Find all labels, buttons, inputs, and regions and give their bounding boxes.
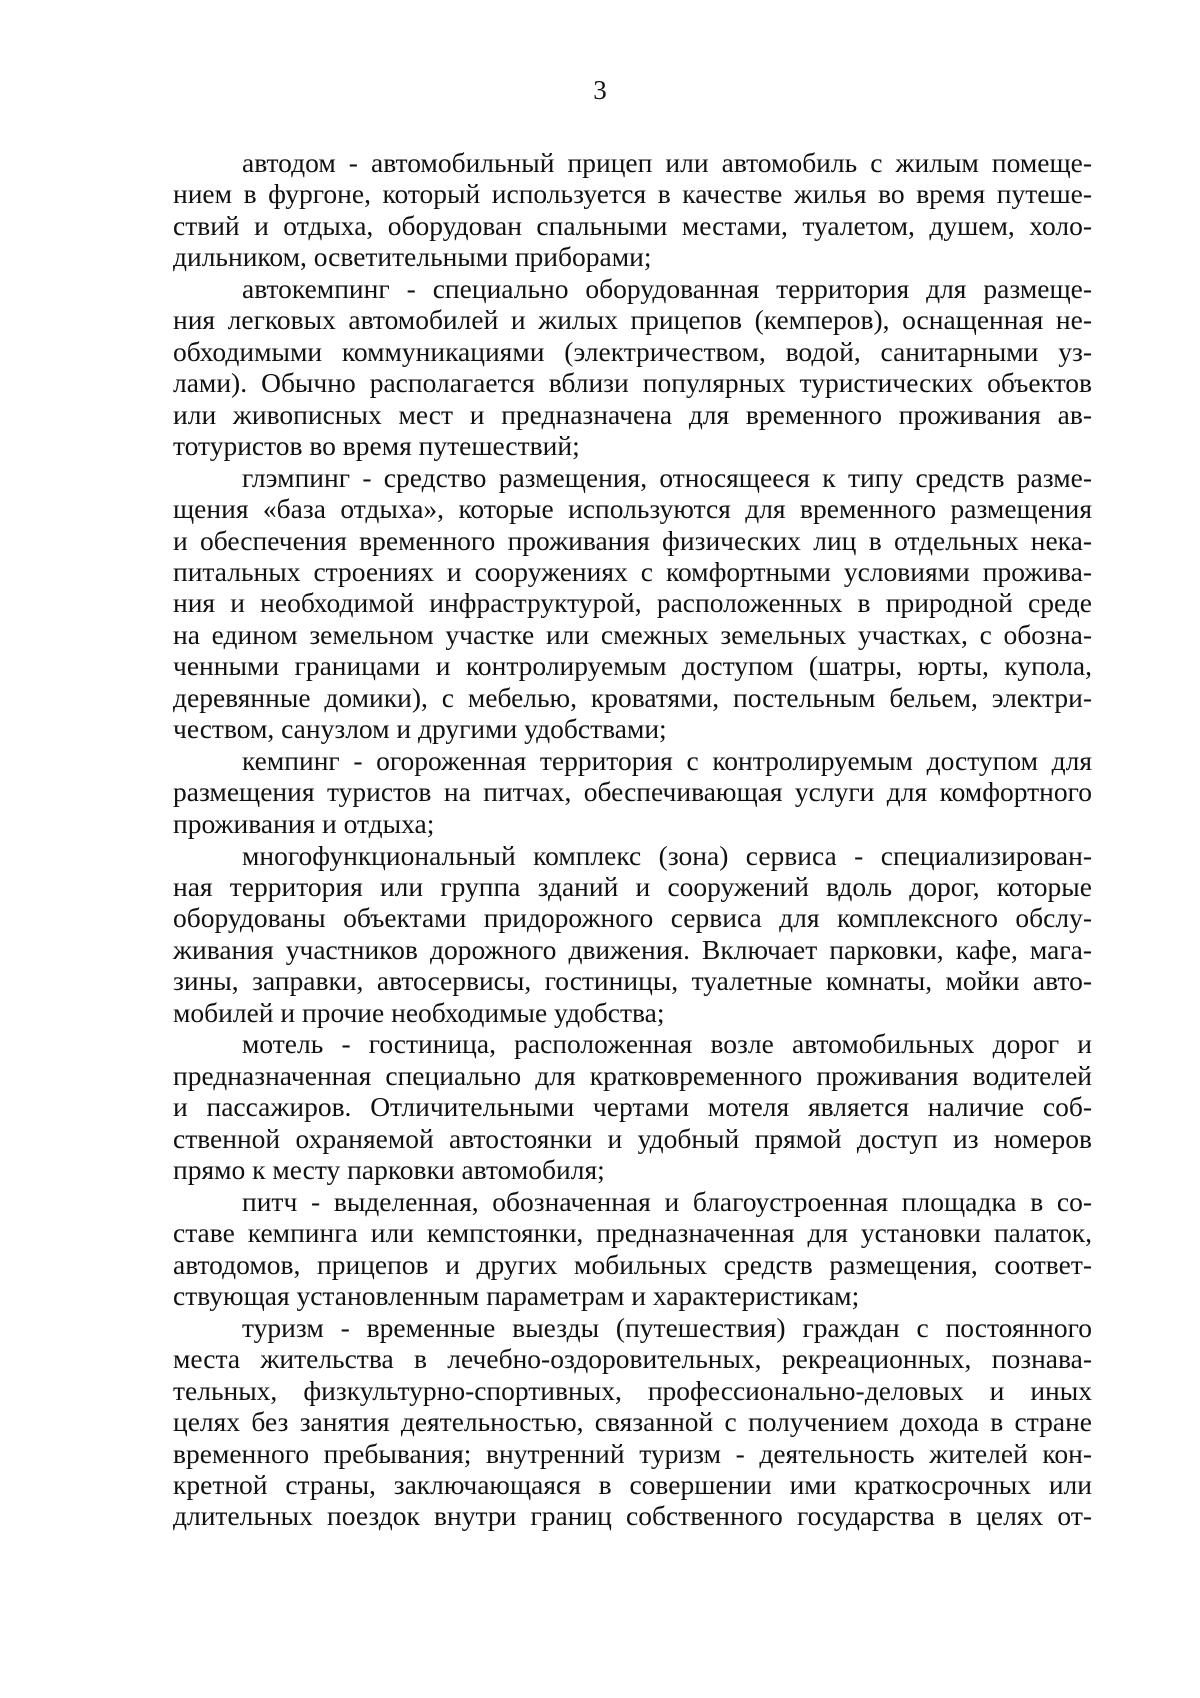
paragraph [173, 745, 1092, 839]
text-line: дильником, осветительными приборами; [173, 241, 652, 273]
text-line: ная территория или группа зданий и сооружений вдоль дорог, которые [173, 870, 1092, 902]
text-line: ственной охраняемой автостоянки и удобный прямой доступ из номеров [173, 1122, 1092, 1154]
text-line: временного пребывания; внутренний туризм - деятельность жителей кон- [173, 1437, 1092, 1469]
text-line: лами). Обычно располагается вблизи популярных туристических объектов [173, 367, 1092, 399]
text-line: обходимыми коммуникациями (электричеством, водой, санитарными уз- [173, 335, 1092, 367]
text-line: кретной страны, заключающаяся в совершении ими краткосрочных или [173, 1468, 1092, 1500]
text-line: ния и необходимой инфраструктурой, расположенных в природной среде [173, 587, 1092, 619]
text-line: тельных, физкультурно-спортивных, профессионально-деловых и иных [173, 1374, 1092, 1406]
text-line: питч - выделенная, обозначенная и благоустроенная площадка в со- [242, 1185, 1092, 1217]
text-line: или живописных мест и предназначена для временного проживания ав- [173, 398, 1092, 430]
text-line: чеством, санузлом и другими удобствами; [173, 713, 667, 745]
text-line: кемпинг - огороженная территория с контролируемым доступом для [242, 744, 1092, 776]
paragraph [173, 1312, 1092, 1532]
text-line: мотель - гостиница, расположенная возле автомобильных дорог и [242, 1028, 1092, 1060]
paragraph [173, 147, 1092, 273]
text-line: оборудованы объектами придорожного сервиса для комплексного обслу- [173, 902, 1092, 934]
paragraph [173, 1028, 1092, 1185]
text-line: размещения туристов на питчах, обеспечивающая услуги для комфортного [173, 776, 1092, 808]
text-line: ствующая установленным параметрам и характеристикам; [173, 1280, 860, 1312]
text-line: и обеспечения временного проживания физических лиц в отдельных нека- [173, 524, 1092, 556]
text-line: щения «база отдыха», которые используются для временного размещения [173, 493, 1092, 525]
page-number: 3 [593, 75, 607, 105]
text-line: зины, заправки, автосервисы, гостиницы, туалетные комнаты, мойки авто- [173, 965, 1092, 997]
text-line: многофункциональный комплекс (зона) сервиса - специализирован- [242, 839, 1092, 871]
text-line: живания участников дорожного движения. Включает парковки, кафе, мага- [173, 933, 1092, 965]
text-line: питальных строениях и сооружениях с комфортными условиями прожива- [173, 556, 1092, 588]
text-line: и пассажиров. Отличительными чертами мотеля является наличие соб- [173, 1091, 1092, 1123]
paragraph [173, 840, 1092, 1028]
paragraph [173, 273, 1092, 461]
text-line: нием в фургоне, который используется в качестве жилья во время путеше- [173, 178, 1092, 210]
text-line: ставе кемпинга или кемпстоянки, предназначенная для установки палаток, [173, 1217, 1092, 1249]
text-line: автодомов, прицепов и других мобильных средств размещения, соответ- [173, 1248, 1092, 1280]
text-line: автодом - автомобильный прицеп или автомобиль с жилым помеще- [242, 147, 1092, 178]
text-line: целях без занятия деятельностью, связанной с получением дохода в стране [173, 1406, 1092, 1438]
text-line: ствий и отдыха, оборудован спальными местами, туалетом, душем, холо- [173, 209, 1092, 241]
text-line: автокемпинг - специально оборудованная территория для размеще- [242, 273, 1092, 305]
text-line: деревянные домики), с мебелью, кроватями, постельным бельем, электри- [173, 681, 1092, 713]
paragraph [173, 462, 1092, 745]
text-line: туризм - временные выезды (путешествия) граждан с постоянного [242, 1311, 1092, 1343]
text-line: ченными границами и контролируемым доступом (шатры, юрты, купола, [173, 650, 1092, 682]
text-line: длительных поездок внутри границ собственного государства в целях от- [173, 1500, 1092, 1532]
text-line: проживания и отдыха; [173, 807, 435, 839]
paragraph [173, 1186, 1092, 1312]
text-line: места жительства в лечебно-оздоровительных, рекреационных, познава- [173, 1343, 1092, 1375]
text-line: мобилей и прочие необходимые удобства; [173, 996, 665, 1028]
document-body [173, 147, 1092, 1532]
text-line: предназначенная специально для кратковременного проживания водителей [173, 1059, 1092, 1091]
text-line: ния легковых автомобилей и жилых прицепов (кемперов), оснащенная не- [173, 304, 1092, 336]
text-line: тотуристов во время путешествий; [173, 430, 580, 462]
text-line: прямо к месту парковки автомобиля; [173, 1154, 605, 1185]
text-line: глэмпинг - средство размещения, относящееся к типу средств разме- [242, 461, 1092, 493]
text-line: на едином земельном участке или смежных земельных участках, с обозна- [173, 618, 1092, 650]
